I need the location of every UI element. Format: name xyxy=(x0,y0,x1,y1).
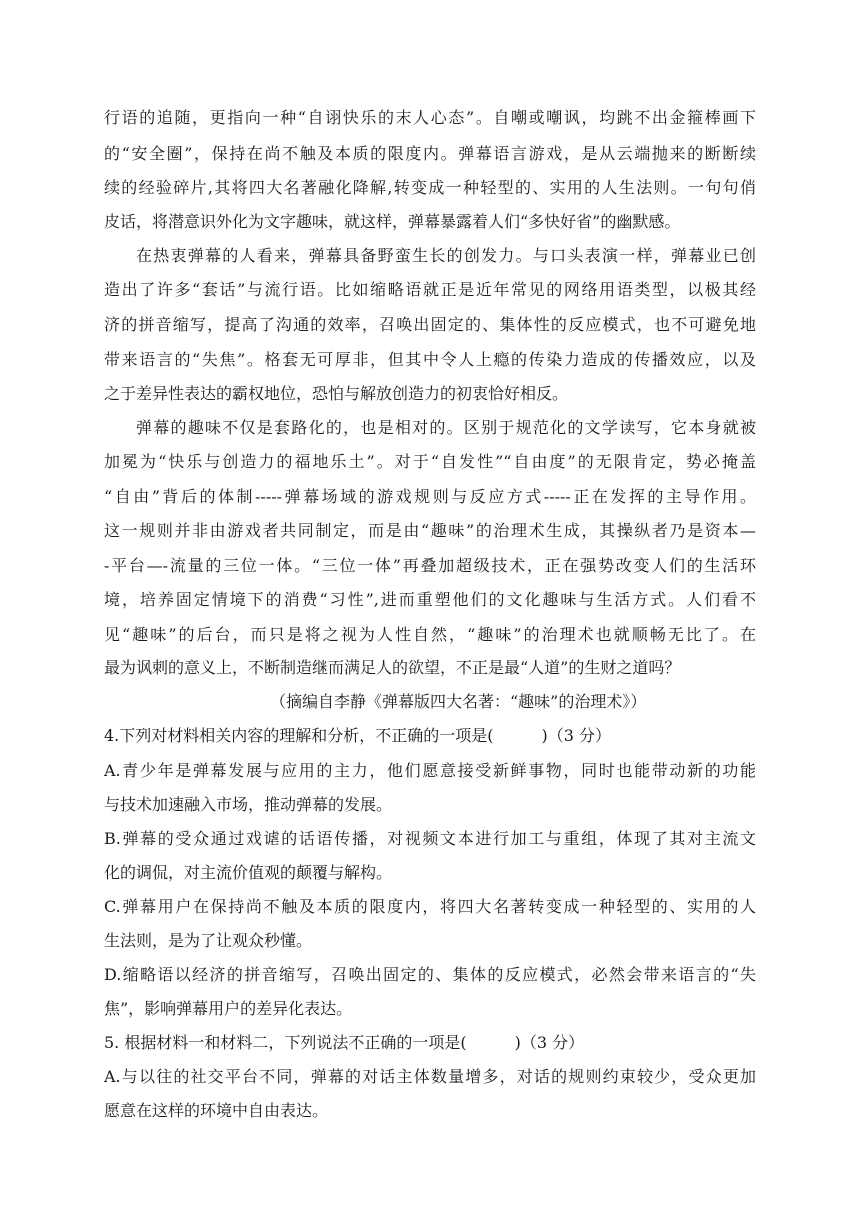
option-line: 生法则，是为了让观众秒懂。 xyxy=(104,931,313,950)
option-line: B.弹幕的受众通过戏谑的话语传播，对视频文本进行加工与重组，体现了其对主流文 xyxy=(104,829,756,848)
text-line: 弹幕的趣味不仅是套路化的，也是相对的。区别于规范化的文学读写，它本身就被 xyxy=(136,418,756,437)
option-line: 与技术加速融入市场，推动弹幕的发展。 xyxy=(104,795,393,814)
text-line: 境，培养固定情境下的消费“习性”,进而重塑他们的文化趣味与生活方式。人们看不 xyxy=(104,590,756,609)
text-line: 造出了许多“套话”与流行语。比如缩略语就正是近年常见的网络用语类型，以极其经 xyxy=(104,280,756,299)
text-line: 最为讽刺的意义上，不断制造继而满足人的欲望，不正是最“人道”的生财之道吗？ xyxy=(104,658,681,677)
text-line: 行语的追随，更指向一种“自诩快乐的末人心态”。自嘲或嘲讽，均跳不出金箍棒画下 xyxy=(104,108,756,127)
question-5-stem: 5. 根据材料一和材料二，下列说法不正确的一项是( )（3 分） xyxy=(104,1033,585,1052)
text-line: 见“趣味”的后台，而只是将之视为人性自然，“趣味”的治理术也就顺畅无比了。在 xyxy=(104,625,756,644)
option-line: D.缩略语以经济的拼音缩写，召唤出固定的、集体的反应模式，必然会带来语言的“失 xyxy=(104,965,756,984)
option-line: 愿意在这样的环境中自由表达。 xyxy=(104,1101,329,1120)
option-line: A.与以往的社交平台不同，弹幕的对话主体数量增多，对话的规则约束较少，受众更加 xyxy=(104,1067,756,1086)
text-line: 续的经验碎片,其将四大名著融化降解,转变成一种轻型的、实用的人生法则。一句句俏 xyxy=(104,178,756,197)
text-line: -平台—-流量的三位一体。“三位一体”再叠加超级技术，正在强势改变人们的生活环 xyxy=(104,556,756,575)
question-4-stem: 4.下列对材料相关内容的理解和分析，不正确的一项是( )（3 分） xyxy=(104,726,612,745)
text-line: 之于差异性表达的霸权地位，恐怕与解放创造力的初衷恰好相反。 xyxy=(104,384,569,403)
text-line: 济的拼音缩写，提高了沟通的效率，召唤出固定的、集体性的反应模式，也不可避免地 xyxy=(104,315,756,334)
source-citation: （摘编自李静《弹幕版四大名著：“趣味”的治理术》） xyxy=(270,692,647,711)
text-line: 的“安全圈”，保持在尚不触及本质的限度内。弹幕语言游戏，是从云端抛来的断断续 xyxy=(104,144,756,163)
text-line: “自由”背后的体制-----弹幕场域的游戏规则与反应方式-----正在发挥的主导作用。 xyxy=(104,487,756,506)
option-line: C.弹幕用户在保持尚不触及本质的限度内，将四大名著转变成一种轻型的、实用的人 xyxy=(104,897,756,916)
text-line: 皮话，将潜意识外化为文字趣味，就这样，弹幕暴露着人们“多快好省”的幽默感。 xyxy=(104,212,681,231)
text-line: 这一规则并非由游戏者共同制定，而是由“趣味”的治理术生成，其操纵者乃是资本— xyxy=(104,521,756,540)
option-line: 化的调侃，对主流价值观的颠覆与解构。 xyxy=(104,863,393,882)
option-line: A.青少年是弹幕发展与应用的主力，他们愿意接受新鲜事物，同时也能带动新的功能 xyxy=(104,761,756,780)
text-line: 带来语言的“失焦”。格套无可厚非，但其中令人上瘾的传染力造成的传播效应，以及 xyxy=(104,350,756,369)
text-line: 在热衷弹幕的人看来，弹幕具备野蛮生长的创发力。与口头表演一样，弹幕业已创 xyxy=(136,246,756,265)
option-line: 焦”，影响弹幕用户的差异化表达。 xyxy=(104,999,353,1018)
text-line: 加冕为“快乐与创造力的福地乐土”。对于“自发性”“自由度”的无限肯定，势必掩盖 xyxy=(104,452,756,471)
